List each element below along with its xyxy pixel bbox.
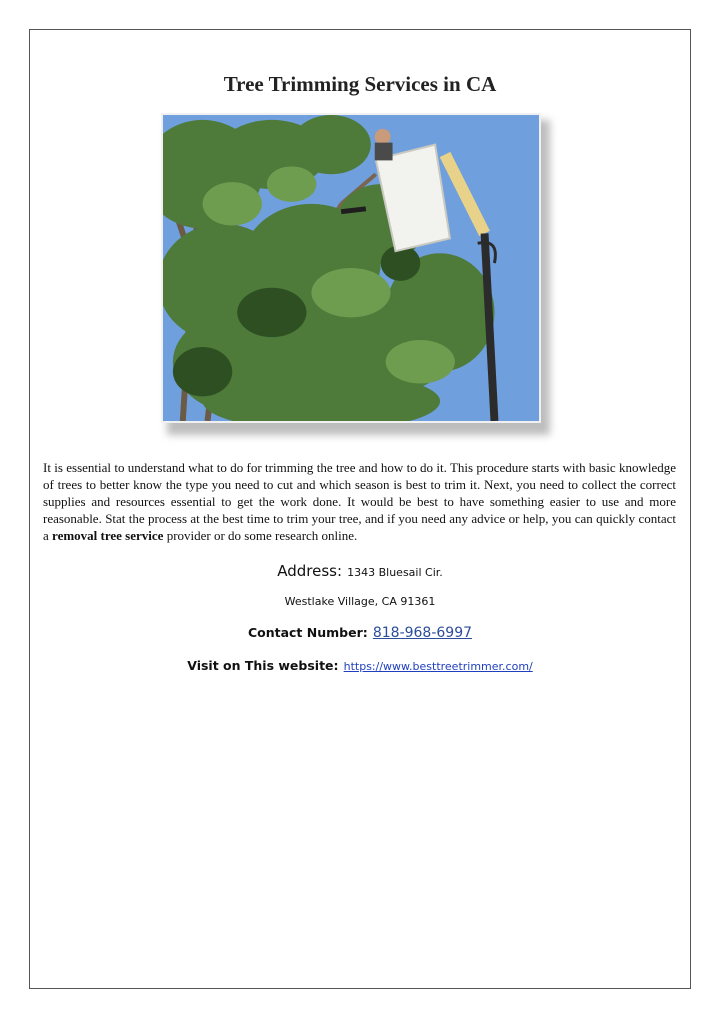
- address-city: Westlake Village, CA 91361: [284, 595, 436, 608]
- website-label: Visit on This website:: [187, 658, 339, 673]
- website-line: [0, 655, 720, 674]
- photo-illustration: [163, 115, 539, 421]
- worker-head: [375, 129, 391, 145]
- address-label: Address:: [277, 562, 343, 580]
- worker-body: [375, 143, 393, 161]
- bold-keyword: removal tree service: [52, 528, 164, 543]
- address-street: 1343 Bluesail Cir.: [347, 566, 443, 579]
- address-line: [0, 561, 720, 580]
- page-title: Tree Trimming Services in CA: [223, 72, 497, 96]
- chainsaw: [341, 209, 366, 212]
- phone-link[interactable]: 818-968-6997: [372, 625, 473, 641]
- website-link[interactable]: https://www.besttreetrimmer.com/: [343, 660, 533, 673]
- contact-label: Contact Number:: [247, 625, 368, 640]
- tree-trimming-photo: [161, 113, 541, 423]
- contact-line: [0, 622, 720, 641]
- body-paragraph: It is essential to understand what to do for trimming the tree and how to do it. This procedure starts with basic knowledge of trees to better know the type you need to cut and which season is best to trim it. Next, you need to collect the correct supplies and resources essential to get the work done. It would be best to have something easier to use and more reasonable. Stat the process at the best time to trim your tree, and if you need any advice or help, you can quickly contact a removal tree service provider or do some research online.: [43, 460, 676, 543]
